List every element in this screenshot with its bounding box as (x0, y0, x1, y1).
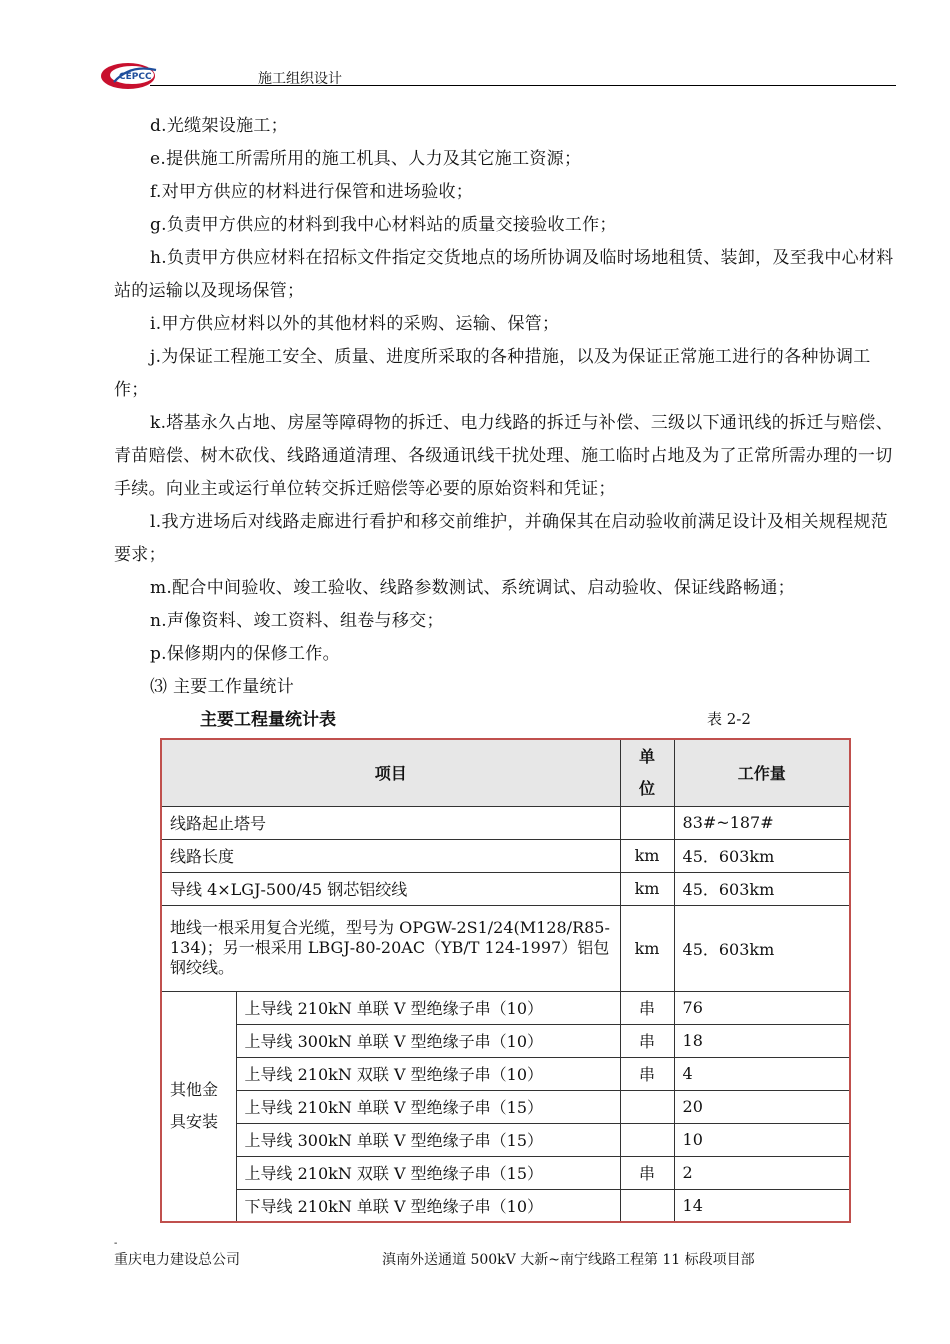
header-item: 项目 (161, 739, 620, 806)
row-unit: 串 (620, 991, 674, 1024)
row-item: 上导线 210kN 双联 V 型绝缘子串（10） (236, 1057, 620, 1090)
footer-project: 滇南外送通道 500kV 大新~南宁线路工程第 11 标段项目部 (382, 1252, 755, 1268)
section-heading: ⑶ 主要工作量统计 (150, 677, 295, 697)
row-unit (620, 806, 674, 839)
row-unit: 串 (620, 1057, 674, 1090)
row-quantity: 45．603km (674, 839, 850, 872)
row-unit (620, 1123, 674, 1156)
paragraph: m.配合中间验收、竣工验收、线路参数测试、系统调试、启动验收、保证线路畅通； (150, 578, 795, 598)
row-quantity: 10 (674, 1123, 850, 1156)
table-row (161, 991, 850, 1024)
row-quantity: 14 (674, 1189, 850, 1222)
table-row (161, 1156, 850, 1189)
quantity-table (160, 738, 851, 1223)
row-quantity: 76 (674, 991, 850, 1024)
paragraph: h.负责甲方供应材料在招标文件指定交货地点的场所协调及临时场地租赁、装卸，及至我中心材料站的运输以及现场保管； (114, 248, 894, 301)
row-unit: km (620, 839, 674, 872)
table-number: 表 2-2 (707, 710, 751, 728)
table-row (161, 872, 850, 905)
paragraph: k.塔基永久占地、房屋等障碍物的拆迁、电力线路的拆迁与补偿、三级以下通讯线的拆迁与赔偿、青苗赔偿、树木砍伐、线路通道清理、各级通讯线干扰处理、施工临时占地及为了正常所需办理的一切手续。向业主或运行单位转交拆迁赔偿等必要的原始资料和凭证； (114, 413, 893, 499)
row-quantity: 83#~187# (674, 806, 850, 839)
row-unit: km (620, 872, 674, 905)
paragraph: n.声像资料、竣工资料、组卷与移交； (150, 611, 444, 631)
paragraph: l.我方进场后对线路走廊进行看护和移交前维护，并确保其在启动验收前满足设计及相关规程规范要求； (114, 512, 889, 565)
paragraph: p.保修期内的保修工作。 (150, 644, 340, 664)
paragraph: e.提供施工所需所用的施工机具、人力及其它施工资源； (150, 149, 582, 169)
row-item: 上导线 210kN 单联 V 型绝缘子串（10） (236, 991, 620, 1024)
header-title: 施工组织设计 (258, 71, 342, 87)
row-quantity: 45．603km (674, 872, 850, 905)
logo-text: CEPCC (119, 72, 152, 82)
row-unit: km (620, 905, 674, 991)
row-item: 线路长度 (161, 839, 620, 872)
row-item: 导线 4×LGJ-500/45 钢芯铝绞线 (161, 872, 620, 905)
paragraph: i.甲方供应材料以外的其他材料的采购、运输、保管； (150, 314, 560, 334)
table-title: 主要工程量统计表 (200, 710, 336, 730)
paragraph: f.对甲方供应的材料进行保管和进场验收； (150, 182, 474, 202)
footer-mark: - (114, 1238, 118, 1249)
table-row (161, 905, 850, 991)
row-item: 上导线 210kN 单联 V 型绝缘子串（15） (236, 1090, 620, 1123)
row-item: 上导线 300kN 单联 V 型绝缘子串（10） (236, 1024, 620, 1057)
header-quantity: 工作量 (674, 739, 850, 806)
paragraph: j.为保证工程施工安全、质量、进度所采取的各种措施，以及为保证正常施工进行的各种协调工作； (114, 347, 871, 400)
row-unit: 串 (620, 1156, 674, 1189)
group-label: 其他金具安装 (161, 991, 236, 1222)
row-unit: 串 (620, 1024, 674, 1057)
body-text (114, 110, 896, 704)
row-quantity: 45．603km (674, 905, 850, 991)
row-quantity: 20 (674, 1090, 850, 1123)
row-item: 上导线 210kN 双联 V 型绝缘子串（15） (236, 1156, 620, 1189)
table-row (161, 1024, 850, 1057)
table-row (161, 1057, 850, 1090)
row-quantity: 2 (674, 1156, 850, 1189)
row-item: 上导线 300kN 单联 V 型绝缘子串（15） (236, 1123, 620, 1156)
table-row (161, 806, 850, 839)
table-row (161, 839, 850, 872)
row-quantity: 4 (674, 1057, 850, 1090)
header-divider (150, 85, 896, 86)
paragraph: g.负责甲方供应的材料到我中心材料站的质量交接验收工作； (150, 215, 617, 235)
row-item: 地线一根采用复合光缆，型号为 OPGW-2S1/24(M128/R85-134)；另一根采用 LBGJ-80-20AC（YB/T 124-1997）铝包钢绞线。 (161, 905, 620, 991)
table-row (161, 1189, 850, 1222)
footer-company: 重庆电力建设总公司 (114, 1252, 240, 1268)
row-quantity: 18 (674, 1024, 850, 1057)
row-item: 线路起止塔号 (161, 806, 620, 839)
table-header-row (161, 739, 850, 806)
row-item: 下导线 210kN 单联 V 型绝缘子串（10） (236, 1189, 620, 1222)
table-row (161, 1090, 850, 1123)
paragraph: d.光缆架设施工； (150, 116, 288, 136)
table-row (161, 1123, 850, 1156)
row-unit (620, 1189, 674, 1222)
row-unit (620, 1090, 674, 1123)
header-unit: 单位 (620, 739, 674, 806)
page-header (100, 58, 896, 90)
